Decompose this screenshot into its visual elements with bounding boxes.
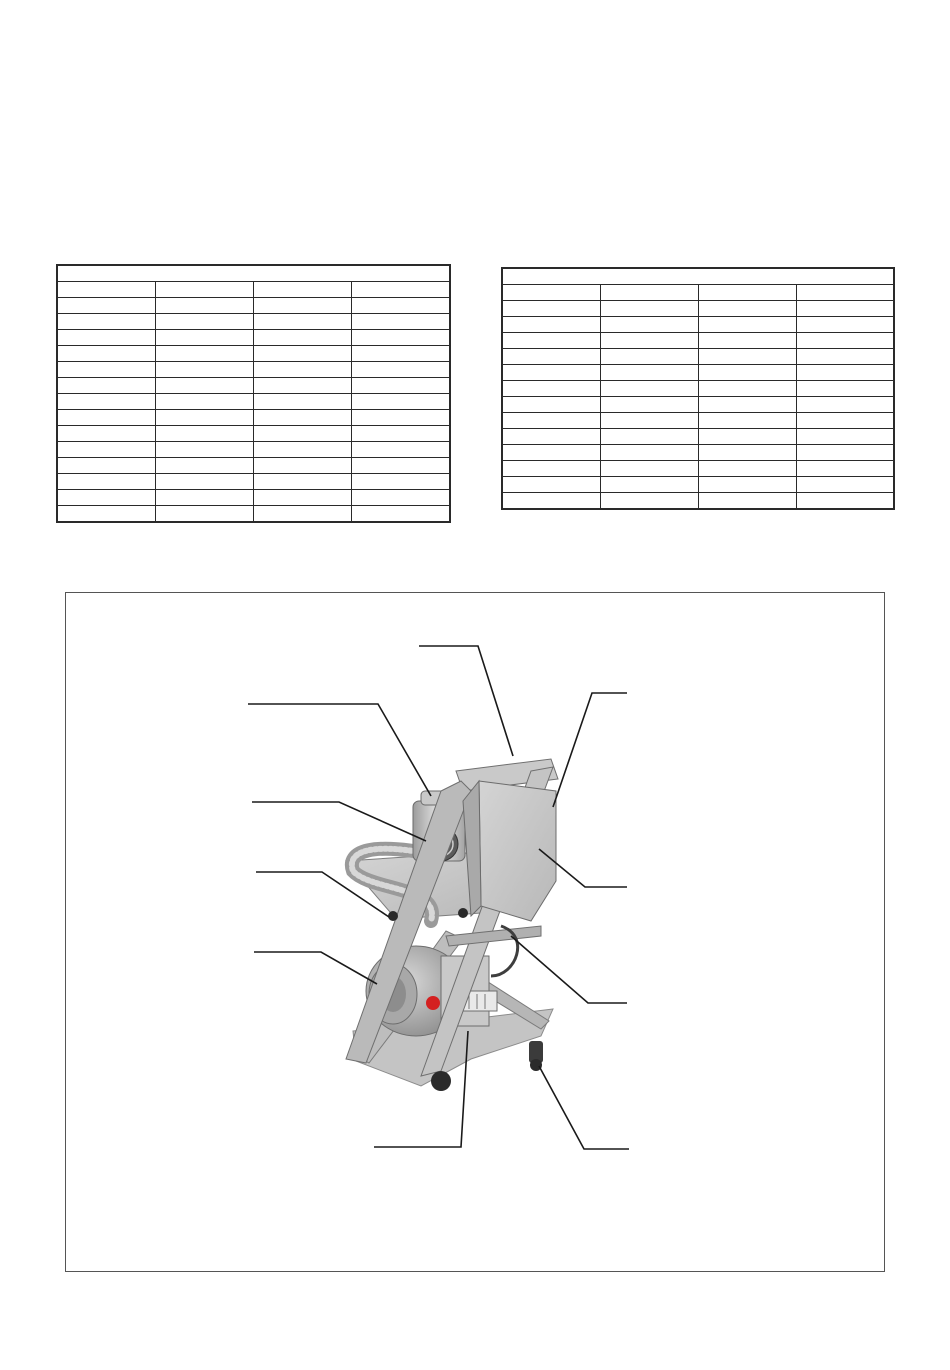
table-row [57,474,450,490]
table-cell [796,301,894,317]
table-cell [502,493,600,510]
table-row [57,506,450,523]
table-cell [600,397,698,413]
table-cell [796,445,894,461]
spec-table-left [56,264,451,523]
table-cell [57,442,155,458]
table-cell [254,442,352,458]
table-row [502,493,894,510]
table-cell [352,426,450,442]
table-cell [698,429,796,445]
table-row [502,317,894,333]
table-cell [352,410,450,426]
table-cell [796,493,894,510]
table-row [57,378,450,394]
table-title [502,268,894,285]
table-cell [502,365,600,381]
table-title-row [502,268,894,285]
table-cell [155,394,253,410]
table-row [57,490,450,506]
spec-table-right [501,267,895,510]
table-cell [155,442,253,458]
table-cell [57,474,155,490]
table-row [502,365,894,381]
table-row [502,349,894,365]
table-cell [600,333,698,349]
table-cell [254,330,352,346]
table-cell [254,394,352,410]
table-cell [502,381,600,397]
table-row [502,461,894,477]
table-cell [352,506,450,523]
table-cell [57,362,155,378]
table-cell [57,314,155,330]
table-row [502,429,894,445]
table-cell [796,349,894,365]
table-row [57,426,450,442]
table-cell [155,362,253,378]
table-cell [155,314,253,330]
callout-fan [252,802,426,841]
table-cell [600,349,698,365]
knob-icon [388,911,398,921]
table-row [57,346,450,362]
table-row [502,381,894,397]
table-cell [502,317,600,333]
table-cell [600,429,698,445]
table-cell [600,493,698,510]
table-row [502,285,894,301]
table-cell [57,346,155,362]
table-cell [254,474,352,490]
table-cell [352,458,450,474]
table-cell [796,477,894,493]
table-cell [698,333,796,349]
table-cell [796,317,894,333]
table-cell [698,445,796,461]
table-cell [502,413,600,429]
table-cell [698,493,796,510]
table-cell [698,477,796,493]
table-cell [57,458,155,474]
table-cell [698,317,796,333]
table-cell [600,413,698,429]
table-cell [57,282,155,298]
table-cell [57,426,155,442]
table-row [57,330,450,346]
table-cell [600,461,698,477]
figure-frame [65,592,885,1272]
table-cell [254,314,352,330]
table-cell [502,429,600,445]
table-title-row [57,265,450,282]
table-cell [600,285,698,301]
table-cell [796,365,894,381]
table-cell [698,285,796,301]
table-cell [502,445,600,461]
table-cell [502,397,600,413]
table-cell [352,442,450,458]
table-cell [254,490,352,506]
control-box [479,781,556,921]
table-cell [254,506,352,523]
table-cell [352,474,450,490]
table-cell [155,458,253,474]
table-cell [600,445,698,461]
table-row [502,413,894,429]
callout-caster [539,1066,629,1149]
table-cell [796,413,894,429]
table-cell [155,426,253,442]
table-cell [352,314,450,330]
table-cell [155,490,253,506]
table-cell [600,477,698,493]
cart-body [346,759,558,1091]
table-cell [352,330,450,346]
table-cell [57,330,155,346]
red-button-icon [426,996,440,1010]
table-cell [796,397,894,413]
table-row [57,298,450,314]
table-cell [254,410,352,426]
table-cell [796,381,894,397]
table-cell [352,346,450,362]
table-cell [57,394,155,410]
table-cell [57,410,155,426]
callout-turbo-pump [248,704,431,796]
table-row [57,282,450,298]
table-cell [254,298,352,314]
table-cell [352,378,450,394]
table-cell [352,298,450,314]
table-cell [254,282,352,298]
table-cell [502,461,600,477]
table-cell [57,490,155,506]
pump-cart-illustration [66,593,884,1271]
table-cell [796,285,894,301]
callout-handle [419,646,513,756]
table-cell [502,301,600,317]
table-cell [155,330,253,346]
table-cell [698,381,796,397]
table-row [57,314,450,330]
table-row [502,477,894,493]
table-cell [698,461,796,477]
table-cell [698,349,796,365]
table-cell [600,317,698,333]
table-row [57,410,450,426]
callout-control-box [553,693,627,807]
table-cell [352,490,450,506]
table-cell [502,349,600,365]
table-cell [352,282,450,298]
table-row [502,333,894,349]
table-cell [155,474,253,490]
table-cell [600,365,698,381]
table-cell [600,301,698,317]
table-row [57,394,450,410]
table-cell [155,346,253,362]
table-cell [698,413,796,429]
table-cell [254,362,352,378]
table-cell [155,506,253,523]
table-cell [796,461,894,477]
table-cell [254,458,352,474]
table-cell [698,365,796,381]
table-row [57,362,450,378]
table-cell [57,298,155,314]
table-cell [155,410,253,426]
table-row [57,442,450,458]
table-cell [698,397,796,413]
callout-motor [254,952,377,984]
table-title [57,265,450,282]
table-cell [57,506,155,523]
table-cell [254,378,352,394]
table-cell [352,394,450,410]
table-cell [502,285,600,301]
table-row [502,397,894,413]
table-cell [502,333,600,349]
table-cell [155,298,253,314]
table-cell [796,333,894,349]
table-cell [502,477,600,493]
table-cell [698,301,796,317]
callout-cable [511,936,627,1003]
table-cell [254,346,352,362]
table-cell [796,429,894,445]
table-row [502,301,894,317]
table-cell [155,282,253,298]
table-cell [254,426,352,442]
table-row [502,445,894,461]
table-cell [155,378,253,394]
table-cell [352,362,450,378]
wheel-icon [431,1071,451,1091]
table-cell [57,378,155,394]
table-row [57,458,450,474]
table-cell [600,381,698,397]
